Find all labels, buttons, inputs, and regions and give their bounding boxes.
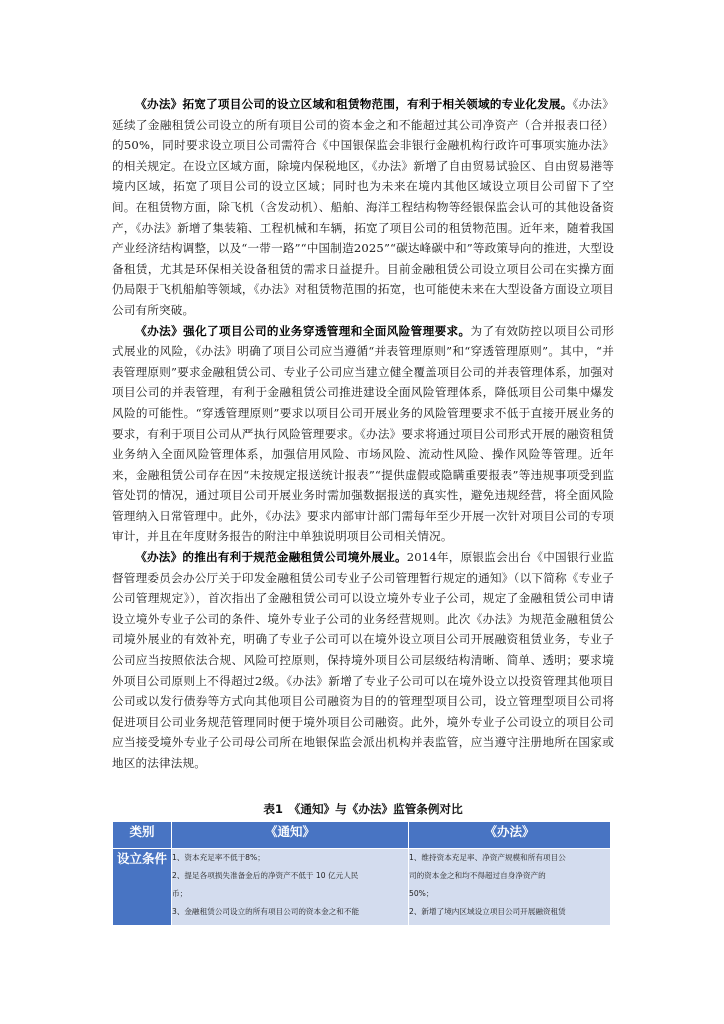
paragraph-overseas-business — [112, 547, 614, 774]
header-category: 类别 — [113, 822, 172, 849]
header-measures: 《办法》 — [409, 822, 611, 849]
measures-line: 1、维持资本充足率、净资产规模和所有项目公 — [409, 853, 566, 862]
paragraph-text: 《办法》延续了金融租赁公司设立的所有项目公司的资本金之和不能超过其公司净资产（合并报表口径）的50%，同时要求设立项目公司需符合《中国银保监会非银行金融机构行政许可事项实施办法》的相关规定。在设立区域方面，除境内保税地区，《办法》新增了自由贸易试验区、自由贸易港等境内区域，拓宽了项目公司的设立区域；同时也为未来在境内其他区域设立项目公司留下了空间。在租赁物方面，除飞机（含发动机）、船舶、海洋工程结构物等经银保监会认可的其他设备资产，《办法》新增了集装箱、工程机械和车辆，拓宽了项目公司的租赁物范围。近年来，随着我国产业经济结构调整，以及“一带一路”“中国制造2025”“碳达峰碳中和”等政策导向的推进，大型设备租赁，尤其是环保相关设备租赁的需求日益提升。目前金融租赁公司设立项目公司在实操方面仍局限于飞机船舶等领域，《办法》对租赁物范围的拓宽，也可能使未来在大型设备方面设立项目公司有所突破。 — [112, 97, 614, 317]
paragraph-risk-management — [112, 321, 614, 548]
notice-cell — [172, 849, 409, 926]
table-caption: 表1 《通知》与《办法》监管条例对比 — [263, 802, 463, 816]
measures-cell — [409, 849, 611, 926]
header-notice: 《通知》 — [172, 822, 409, 849]
row-category: 设立条件 — [113, 849, 172, 926]
body-text — [112, 94, 614, 774]
paragraph-lead: 《办法》强化了项目公司的业务穿透管理和全面风险管理要求。 — [135, 323, 471, 338]
paragraph-lead: 《办法》的推出有利于规范金融租赁公司境外展业。 — [135, 550, 407, 565]
notice-line: 2、提足各项损失准备金后的净资产不低于 10 亿元人民 — [172, 871, 359, 880]
paragraph-text: 为了有效防控以项目公司形式展业的风险，《办法》明确了项目公司应当遵循“并表管理原则”和“穿透管理原则”。其中，“并表管理原则”要求金融租赁公司、专业子公司应当建立健全覆盖项目公司的并表管理体系，加强对项目公司的并表管理，有利于金融租赁公司推进建设全面风险管理体系，降低项目公司集中爆发风险的可能性。“穿透管理原则”要求以项目公司开展业务的风险管理要求不低于直接开展业务的要求，有利于项目公司从严执行风险管理要求。《办法》要求将通过项目公司形式开展的融资租赁业务纳入全面风险管理体系，加强信用风险、市场风险、流动性风险、操作风险等管理。近年来，金融租赁公司存在因“未按规定报送统计报表”“提供虚假或隐瞒重要报表”等违规事项受到监管处罚的情况，通过项目公司开展业务时需加强数据报送的真实性，避免违规经营，将全面风险管理纳入日常管理中。此外，《办法》要求内部审计部门需每年至少开展一次针对项目公司的专项审计，并且在年度财务报告的附注中单独说明项目公司相关情况。 — [112, 323, 614, 544]
measures-line: 2、新增了境内区域设立项目公司开展融资租赁 — [409, 907, 566, 916]
notice-line: 币； — [172, 889, 188, 898]
notice-line: 3、金融租赁公司设立的所有项目公司的资本金之和不能 — [172, 907, 360, 916]
paragraph-project-company-scope — [112, 94, 614, 321]
table-row — [113, 849, 611, 926]
paragraph-lead: 《办法》拓宽了项目公司的设立区域和租赁物范围，有利于相关领域的专业化发展。 — [135, 97, 573, 111]
notice-line: 1、资本充足率不低于8%； — [172, 853, 265, 862]
comparison-table — [112, 821, 611, 926]
measures-line: 50%； — [409, 889, 434, 898]
measures-line: 司的资本金之和均不得超过自身净资产的 — [409, 871, 546, 880]
table-header-row — [113, 822, 611, 849]
paragraph-text: 2014年，原银监会出台《中国银行业监督管理委员会办公厅关于印发金融租赁公司专业子公司管理暂行规定的通知》（以下简称《专业子公司管理规定》），首次指出了金融租赁公司可以设立境外专业子公司，规定了金融租赁公司申请设立境外专业子公司的条件、境外专业子公司的业务经营规则。此次《办法》为规范金融租赁公司境外展业的有效补充，明确了专业子公司可以在境外设立项目公司开展融资租赁业务，专业子公司应当按照依法合规、风险可控原则，保持境外项目公司层级结构清晰、简单、透明；要求境外项目公司原则上不得超过2级。《办法》新增了专业子公司可以在境外设立以投资管理其他项目公司或以发行债券等方式向其他项目公司融资为目的的管理型项目公司，设立管理型项目公司将促进项目公司业务规范管理同时便于境外项目公司融资。此外，境外专业子公司设立的项目公司应当接受境外专业子公司母公司所在地银保监会派出机构并表监管，应当遵守注册地所在国家或地区的法律法规。 — [112, 550, 615, 770]
